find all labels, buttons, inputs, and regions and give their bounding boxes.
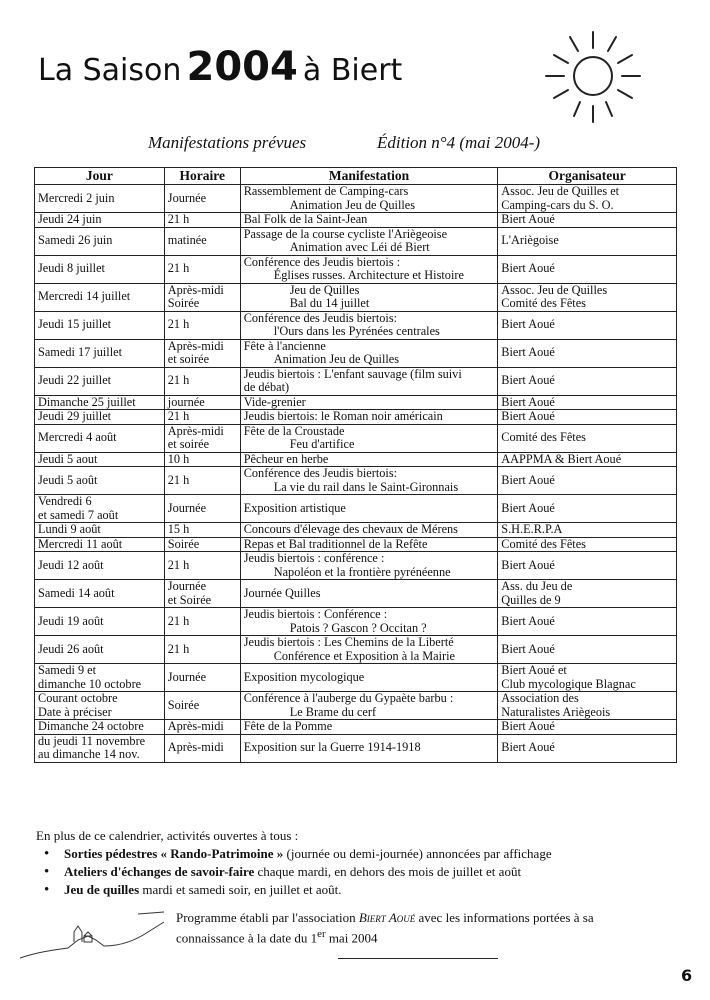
horaire-cell-line: Après-midi — [167, 282, 224, 297]
horaire-cell — [164, 523, 240, 538]
jour-cell — [35, 734, 165, 762]
manifestation-cell-line: l'Ours dans les Pyrénées centrales — [273, 324, 440, 338]
page-title — [38, 44, 402, 90]
jour-cell-line: Jeudi 15 juillet — [38, 317, 112, 332]
organisateur-cell-line: Biert Aoué — [501, 613, 555, 628]
list-item — [64, 863, 552, 881]
table-row — [35, 467, 677, 495]
jour-cell — [35, 255, 165, 283]
manifestation-cell — [240, 734, 498, 762]
manifestation-cell-line: Fête à l'ancienne — [243, 338, 326, 353]
activity-title: Sorties pédestres « Rando-Patrimoine » — [64, 846, 284, 861]
horaire-cell-line: 10 h — [167, 451, 190, 466]
jour-cell — [35, 636, 165, 664]
organisateur-cell-line: Biert Aoué — [501, 472, 555, 487]
programme-text-2: avec les informations portées à sa connaissance à la date du 1 — [176, 910, 594, 946]
organisateur-cell-line: Biert Aoué — [501, 394, 555, 409]
organisateur-cell — [498, 692, 677, 720]
organisateur-cell — [498, 424, 677, 452]
horaire-cell-line: 21 h — [167, 212, 190, 226]
table-row — [35, 339, 677, 367]
jour-cell — [35, 185, 165, 213]
page-number: 6 — [681, 966, 693, 985]
manifestation-cell-line: Conférence des Jeudis biertois: — [243, 310, 398, 325]
jour-cell — [35, 367, 165, 395]
organisateur-cell — [498, 636, 677, 664]
horaire-cell-line: 21 h — [167, 373, 190, 388]
jour-cell — [35, 424, 165, 452]
table-row — [35, 185, 677, 213]
horaire-cell-line: 21 h — [167, 641, 190, 656]
jour-cell-line: Samedi 14 août — [38, 585, 115, 600]
jour-cell-line: au dimanche 14 nov. — [38, 747, 140, 761]
jour-cell-line: Mercredi 14 juillet — [38, 289, 131, 304]
manifestation-cell-line: La vie du rail dans le Saint-Gironnais — [273, 479, 459, 494]
title-part2: à Biert — [302, 53, 403, 88]
horaire-cell-line: et soirée — [167, 437, 210, 451]
manifestation-cell-line: Exposition sur la Guerre 1914-1918 — [243, 740, 421, 755]
table-row — [35, 608, 677, 636]
list-item — [64, 881, 552, 899]
organisateur-cell — [498, 552, 677, 580]
jour-cell-line: Samedi 9 et — [38, 663, 97, 677]
manifestation-cell — [240, 452, 498, 467]
organisateur-cell-line: Biert Aoué — [501, 740, 555, 755]
table-row — [35, 734, 677, 762]
jour-cell-line: Courant octobre — [38, 691, 118, 705]
header-manifestation: Manifestation — [240, 168, 498, 185]
table-row — [35, 692, 677, 720]
schedule-table — [34, 167, 677, 763]
jour-cell-line: Date à préciser — [38, 704, 112, 719]
manifestation-cell-line: Feu d'artifice — [289, 437, 355, 451]
horaire-cell-line: et soirée — [167, 352, 210, 366]
manifestation-cell-line: Rassemblement de Camping-cars — [243, 184, 409, 198]
jour-cell-line: Mercredi 11 août — [38, 536, 123, 551]
table-row — [35, 580, 677, 608]
table-row — [35, 395, 677, 410]
jour-cell — [35, 395, 165, 410]
horaire-cell — [164, 495, 240, 523]
horaire-cell-line: Après-midi — [167, 423, 224, 438]
organisateur-cell — [498, 523, 677, 538]
activities-list — [36, 845, 552, 899]
horaire-cell — [164, 452, 240, 467]
horaire-cell-line: Soirée — [167, 697, 200, 712]
horaire-cell — [164, 410, 240, 425]
table-row — [35, 636, 677, 664]
jour-cell-line: Jeudi 8 juillet — [38, 261, 105, 276]
horaire-cell — [164, 537, 240, 552]
organisateur-cell — [498, 452, 677, 467]
jour-cell — [35, 311, 165, 339]
signature-line — [338, 958, 498, 959]
organisateur-cell-line: S.H.E.R.P.A — [501, 522, 563, 536]
horaire-cell-line: 21 h — [167, 261, 190, 276]
organisateur-cell-line: Biert Aoué — [501, 373, 555, 388]
manifestation-cell — [240, 580, 498, 608]
jour-cell-line: Mercredi 2 juin — [38, 190, 115, 205]
organisateur-cell-line: Biert Aoué et — [501, 663, 567, 677]
jour-cell — [35, 452, 165, 467]
organisateur-cell-line: AAPPMA & Biert Aoué — [501, 451, 622, 466]
table-row — [35, 552, 677, 580]
jour-cell — [35, 692, 165, 720]
manifestation-cell-line: Jeudis biertois : L'enfant sauvage (film suivi — [243, 366, 462, 381]
manifestation-cell-line: Concours d'élevage des chevaux de Mérens — [243, 522, 458, 536]
table-row — [35, 523, 677, 538]
manifestation-cell-line: Bal Folk de la Saint-Jean — [243, 212, 368, 226]
manifestation-cell-line: Exposition artistique — [243, 500, 346, 515]
manifestation-cell — [240, 720, 498, 735]
organisateur-cell — [498, 283, 677, 311]
table-row — [35, 213, 677, 228]
horaire-cell-line: 21 h — [167, 472, 190, 487]
jour-cell — [35, 523, 165, 538]
organisateur-cell-line: L'Ariègoise — [501, 233, 559, 248]
horaire-cell-line: Soirée — [167, 296, 200, 310]
manifestation-cell-line: Pêcheur en herbe — [243, 451, 329, 466]
organisateur-cell — [498, 734, 677, 762]
organisateur-cell-line: Biert Aoué — [501, 317, 555, 332]
organisateur-cell-line: Club mycologique Blagnac — [501, 676, 636, 691]
organisateur-cell-line: Biert Aoué — [501, 641, 555, 656]
jour-cell-line: Samedi 26 juin — [38, 233, 113, 248]
horaire-cell-line: Journée — [167, 190, 207, 205]
jour-cell — [35, 608, 165, 636]
organisateur-cell-line: Camping-cars du S. O. — [501, 197, 614, 212]
organisateur-cell-line: Biert Aoué — [501, 500, 555, 515]
jour-cell-line: Jeudi 26 août — [38, 641, 104, 656]
manifestation-cell-line: Jeudis biertois : Les Chemins de la Liberté — [243, 635, 454, 649]
jour-cell — [35, 283, 165, 311]
manifestation-cell — [240, 424, 498, 452]
manifestation-cell-line: de débat) — [243, 380, 290, 394]
manifestation-cell-line: Passage de la course cycliste l'Ariègeoise — [243, 226, 448, 241]
horaire-cell-line: Journée — [167, 500, 207, 515]
programme-organisation: Biert Aoué — [358, 910, 416, 925]
horaire-cell-line: Soirée — [167, 536, 200, 551]
table-row — [35, 537, 677, 552]
jour-cell — [35, 495, 165, 523]
organisateur-cell-line: Comité des Fêtes — [501, 536, 586, 551]
horaire-cell-line: Journée — [167, 579, 207, 593]
manifestation-cell — [240, 552, 498, 580]
organisateur-cell — [498, 339, 677, 367]
jour-cell-line: dimanche 10 octobre — [38, 676, 142, 691]
manifestation-cell-line: Conférence des Jeudis biertois: — [243, 466, 398, 480]
manifestation-cell-line: Jeu de Quilles — [289, 282, 360, 297]
organisateur-cell — [498, 467, 677, 495]
subtitle-left: Manifestations prévues — [148, 133, 307, 152]
organisateur-cell-line: Biert Aoué — [501, 719, 555, 733]
village-sketch-icon — [18, 902, 168, 962]
manifestation-cell-line: Jeudis biertois: le Roman noir américain — [243, 409, 443, 423]
activity-detail: (journée ou demi-journée) annoncées par affichage — [283, 846, 552, 861]
programme-text-3: mai 2004 — [325, 930, 378, 946]
manifestation-cell-line: Fête de la Pomme — [243, 719, 333, 733]
organisateur-cell — [498, 213, 677, 228]
horaire-cell-line: matinée — [167, 233, 207, 248]
organisateur-cell — [498, 227, 677, 255]
manifestation-cell — [240, 410, 498, 425]
horaire-cell — [164, 467, 240, 495]
organisateur-cell-line: Biert Aoué — [501, 345, 555, 360]
horaire-cell — [164, 255, 240, 283]
manifestation-cell — [240, 523, 498, 538]
jour-cell-line: Jeudi 19 août — [38, 613, 104, 628]
table-row — [35, 452, 677, 467]
jour-cell — [35, 213, 165, 228]
horaire-cell-line: 15 h — [167, 522, 190, 536]
manifestation-cell-line: Jeudis biertois : Conférence : — [243, 607, 388, 621]
manifestation-cell — [240, 367, 498, 395]
organisateur-cell — [498, 664, 677, 692]
manifestation-cell — [240, 608, 498, 636]
horaire-cell — [164, 636, 240, 664]
programme-superscript: er — [317, 928, 326, 940]
table-row — [35, 424, 677, 452]
organisateur-cell-line: Biert Aoué — [501, 261, 555, 276]
organisateur-cell — [498, 255, 677, 283]
horaire-cell — [164, 580, 240, 608]
activity-detail: mardi et samedi soir, en juillet et août. — [139, 882, 342, 897]
horaire-cell — [164, 608, 240, 636]
manifestation-cell — [240, 283, 498, 311]
organisateur-cell — [498, 410, 677, 425]
header-jour: Jour — [35, 168, 165, 185]
horaire-cell-line: Journée — [167, 669, 207, 684]
manifestation-cell — [240, 395, 498, 410]
title-year: 2004 — [186, 44, 298, 90]
jour-cell-line: Samedi 17 juillet — [38, 345, 123, 360]
activities-intro: En plus de ce calendrier, activités ouvertes à tous : — [36, 828, 299, 843]
title-part1: La Saison — [38, 53, 182, 88]
programme-note — [176, 909, 656, 946]
organisateur-cell-line: Comité des Fêtes — [501, 296, 586, 310]
organisateur-cell — [498, 720, 677, 735]
organisateur-cell — [498, 367, 677, 395]
organisateur-cell-line: Naturalistes Ariègeois — [501, 704, 611, 719]
horaire-cell-line: Après-midi — [167, 719, 224, 733]
organisateur-cell — [498, 537, 677, 552]
jour-cell-line: Jeudi 22 juillet — [38, 373, 112, 388]
manifestation-cell-line: Églises russes. Architecture et Histoire — [273, 268, 464, 282]
organisateur-cell-line: Assoc. Jeu de Quilles et — [501, 184, 620, 198]
horaire-cell — [164, 213, 240, 228]
jour-cell-line: Jeudi 24 juin — [38, 212, 102, 226]
jour-cell — [35, 552, 165, 580]
activity-title: Jeu de quilles — [64, 882, 140, 897]
table-row — [35, 311, 677, 339]
manifestation-cell — [240, 339, 498, 367]
jour-cell — [35, 339, 165, 367]
jour-cell-line: et samedi 7 août — [38, 507, 119, 522]
table-body — [35, 185, 677, 763]
horaire-cell-line: journée — [167, 394, 205, 409]
manifestation-cell-line: Bal du 14 juillet — [289, 296, 370, 310]
manifestation-cell — [240, 185, 498, 213]
manifestation-cell — [240, 495, 498, 523]
organisateur-cell — [498, 395, 677, 410]
manifestation-cell-line: Animation Jeu de Quilles — [273, 352, 400, 366]
jour-cell — [35, 720, 165, 735]
manifestation-cell — [240, 213, 498, 228]
manifestation-cell — [240, 311, 498, 339]
jour-cell-line: du jeudi 11 novembre — [38, 733, 146, 748]
programme-text-1: Programme établi par l'association — [176, 910, 359, 925]
table-row — [35, 227, 677, 255]
jour-cell-line: Dimanche 24 octobre — [38, 719, 144, 733]
jour-cell-line: Lundi 9 août — [38, 522, 101, 536]
manifestation-cell-line: Le Brame du cerf — [289, 704, 377, 719]
horaire-cell — [164, 283, 240, 311]
organisateur-cell-line: Association des — [501, 691, 579, 705]
organisateur-cell — [498, 185, 677, 213]
horaire-cell-line: 21 h — [167, 317, 190, 332]
horaire-cell-line: 21 h — [167, 409, 190, 423]
horaire-cell — [164, 339, 240, 367]
horaire-cell-line: Après-midi — [167, 338, 224, 353]
activity-detail: chaque mardi, en dehors des mois de juillet et août — [254, 864, 522, 879]
jour-cell-line: Dimanche 25 juillet — [38, 394, 136, 409]
organisateur-cell — [498, 495, 677, 523]
horaire-cell — [164, 311, 240, 339]
manifestation-cell — [240, 467, 498, 495]
organisateur-cell-line: Biert Aoué — [501, 409, 555, 423]
manifestation-cell — [240, 636, 498, 664]
horaire-cell — [164, 424, 240, 452]
horaire-cell-line: Après-midi — [167, 740, 224, 755]
manifestation-cell-line: Fête de la Croustade — [243, 423, 345, 438]
manifestation-cell-line: Napoléon et la frontière pyrénéenne — [273, 564, 451, 579]
horaire-cell — [164, 227, 240, 255]
organisateur-cell — [498, 311, 677, 339]
table-header-row — [35, 168, 677, 185]
jour-cell — [35, 227, 165, 255]
horaire-cell — [164, 367, 240, 395]
manifestation-cell-line: Vide-grenier — [243, 394, 306, 409]
jour-cell — [35, 537, 165, 552]
subtitle-right: Édition n°4 (mai 2004-) — [377, 133, 541, 152]
horaire-cell — [164, 395, 240, 410]
table-row — [35, 664, 677, 692]
organisateur-cell-line: Biert Aoué — [501, 557, 555, 572]
table-row — [35, 720, 677, 735]
manifestation-cell-line: Repas et Bal traditionnel de la Refête — [243, 536, 428, 551]
table-row — [35, 495, 677, 523]
manifestation-cell-line: Exposition mycologique — [243, 669, 365, 684]
organisateur-cell-line: Comité des Fêtes — [501, 430, 586, 445]
horaire-cell — [164, 720, 240, 735]
jour-cell — [35, 580, 165, 608]
manifestation-cell — [240, 227, 498, 255]
organisateur-cell-line: Ass. du Jeu de — [501, 579, 573, 593]
jour-cell-line: Mercredi 4 août — [38, 430, 117, 445]
manifestation-cell-line: Patois ? Gascon ? Occitan ? — [289, 620, 427, 635]
table-row — [35, 283, 677, 311]
manifestation-cell — [240, 664, 498, 692]
jour-cell — [35, 664, 165, 692]
jour-cell-line: Jeudi 29 juillet — [38, 409, 112, 423]
table-row — [35, 367, 677, 395]
manifestation-cell-line: Conférence à l'auberge du Gypaète barbu : — [243, 691, 454, 705]
jour-cell-line: Vendredi 6 — [38, 494, 92, 508]
manifestation-cell-line: Animation Jeu de Quilles — [289, 197, 416, 212]
manifestation-cell — [240, 692, 498, 720]
additional-activities — [36, 827, 552, 899]
organisateur-cell — [498, 580, 677, 608]
horaire-cell — [164, 734, 240, 762]
organisateur-cell-line: Quilles de 9 — [501, 592, 561, 607]
jour-cell-line: Jeudi 5 août — [38, 472, 98, 487]
manifestation-cell-line: Conférence des Jeudis biertois : — [243, 254, 401, 269]
horaire-cell — [164, 692, 240, 720]
jour-cell — [35, 467, 165, 495]
table-row — [35, 410, 677, 425]
manifestation-cell-line: Conférence et Exposition à la Mairie — [273, 648, 456, 663]
header-horaire: Horaire — [164, 168, 240, 185]
jour-cell-line: Jeudi 12 août — [38, 557, 104, 572]
manifestation-cell-line: Jeudis biertois : conférence : — [243, 551, 385, 565]
horaire-cell — [164, 552, 240, 580]
header-organisateur: Organisateur — [498, 168, 677, 185]
horaire-cell-line: 21 h — [167, 613, 190, 628]
horaire-cell — [164, 664, 240, 692]
jour-cell-line: Jeudi 5 aout — [38, 451, 98, 466]
list-item — [64, 845, 552, 863]
manifestation-cell-line: Animation avec Léi dé Biert — [289, 240, 430, 254]
horaire-cell-line: 21 h — [167, 557, 190, 572]
table-row — [35, 255, 677, 283]
organisateur-cell-line: Assoc. Jeu de Quilles — [501, 282, 608, 297]
manifestation-cell — [240, 255, 498, 283]
organisateur-cell — [498, 608, 677, 636]
organisateur-cell-line: Biert Aoué — [501, 212, 555, 226]
manifestation-cell — [240, 537, 498, 552]
horaire-cell-line: et Soirée — [167, 592, 212, 607]
jour-cell — [35, 410, 165, 425]
horaire-cell — [164, 185, 240, 213]
sun-icon — [538, 18, 648, 128]
activity-title: Ateliers d'échanges de savoir-faire — [64, 864, 255, 879]
manifestation-cell-line: Journée Quilles — [243, 585, 321, 600]
